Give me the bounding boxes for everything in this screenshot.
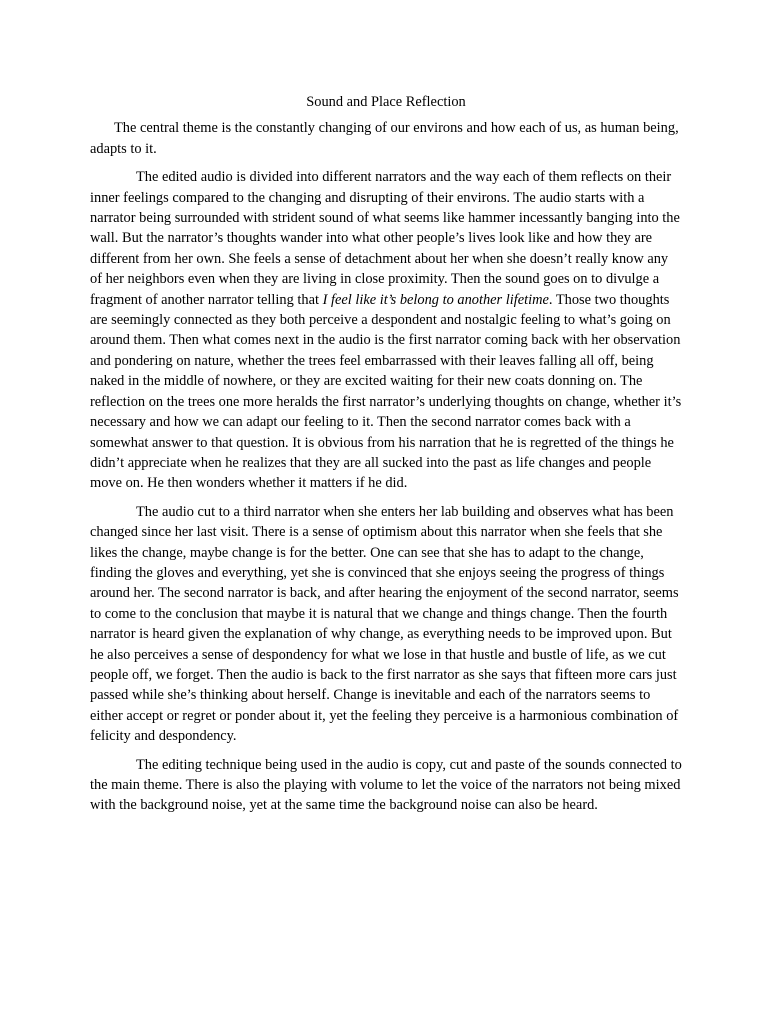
body-paragraph-1-text-a: The edited audio is divided into different narrators and the way each of them reflects on their inner feelings compared to the changing and disrupting of their environs. The audio starts with a narrator being surrounded with strident sound of what seems like hammer incessantly banging into the wall. But the narrator’s thoughts wander into what other people’s lives look like and how they are different from her own. She feels a sense of detachment about her when she doesn’t really know any of her neighbors even when they are living in close proximity. Then the sound goes on to divulge a fragment of another narrator telling that: [90, 169, 680, 308]
italic-quote: I feel like it’s belong to another lifetime: [322, 291, 549, 308]
body-paragraph-3: The editing technique being used in the audio is copy, cut and paste of the sounds connected to the main theme. There is also the playing with volume to let the voice of the narrators not being mixed with the background noise, yet at the same time the background noise can also be heard.: [90, 756, 682, 814]
document-title: Sound and Place Reflection: [306, 94, 466, 110]
document-page: [90, 92, 682, 824]
intro-paragraph: The central theme is the constantly changing of our environs and how each of us, as human being, adapts to it.: [90, 120, 679, 157]
body-paragraph-2: The audio cut to a third narrator when she enters her lab building and observes what has been changed since her last visit. There is a sense of optimism about this narrator when she feels that she likes the change, maybe change is for the better. One can see that she has to adapt to the change, finding the gloves and everything, yet she is convinced that she enjoys seeing the progress of things around her. The second narrator is back, and after hearing the enjoyment of the second narrator, seems to come to the conclusion that maybe it is natural that we change and things change. Then the fourth narrator is heard given the explanation of why change, as everything needs to be improved upon. But he also perceives a sense of despondency for what we lose in that hustle and bustle of life, as we cut people off, we forget. Then the audio is back to the first narrator as she says that fifteen more cars just passed while she’s thinking about herself. Change is inevitable and each of the narrators seems to either accept or regret or ponder about it, yet the feeling they perceive is a harmonious combination of felicity and despondency.: [90, 503, 679, 745]
body-paragraph-1-text-b: . Those two thoughts are seemingly connected as they both perceive a despondent and nostalgic feeling to what’s going on around them. Then what comes next in the audio is the first narrator coming back with her observation and pondering on nature, whether the trees feel embarrassed with their leaves falling all off, being naked in the middle of nowhere, or they are excited waiting for their new coats donning on. The reflection on the trees one more heralds the first narrator’s underlying thoughts on change, whether it’s necessary and how we can adapt our feeling to it. Then the second narrator comes back with a somewhat answer to that question. It is obvious from his narration that he is regretted of the things he didn’t appreciate when he realizes that they are all sucked into the past as life changes and people move on. He then wonders whether it matters if he did.: [90, 291, 682, 492]
body-paragraph-1: [90, 167, 682, 494]
